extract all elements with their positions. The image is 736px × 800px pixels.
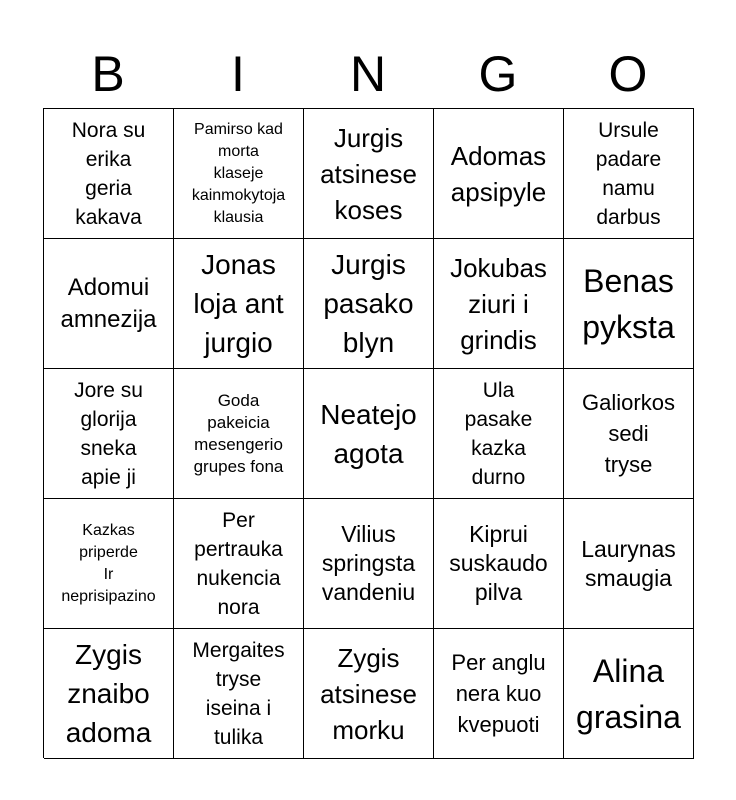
bingo-cell-r1-c1[interactable] bbox=[44, 109, 174, 239]
bingo-cell-r4-c5[interactable] bbox=[564, 499, 694, 629]
cell-text: Jurgis pasako blyn bbox=[323, 249, 414, 358]
cell-text: Galiorkos sedi tryse bbox=[582, 390, 675, 477]
bingo-cell-r5-c1[interactable] bbox=[44, 629, 174, 759]
cell-text: Jonas loja ant jurgio bbox=[193, 249, 284, 358]
cell-text: Laurynas smaugia bbox=[581, 535, 676, 591]
cell-text: Jurgis atsinese koses bbox=[320, 122, 417, 225]
cell-text: Kiprui suskaudo pilva bbox=[449, 521, 548, 605]
bingo-cell-r4-c1[interactable] bbox=[44, 499, 174, 629]
bingo-cell-r2-c2[interactable] bbox=[174, 239, 304, 369]
cell-text: Goda pakeicia mesengerio grupes fona bbox=[193, 390, 284, 476]
header-letter-o: O bbox=[608, 46, 648, 102]
bingo-cell-r5-c4[interactable] bbox=[434, 629, 564, 759]
bingo-cell-r5-c3[interactable] bbox=[304, 629, 434, 759]
bingo-cell-r2-c5[interactable] bbox=[564, 239, 694, 369]
bingo-cell-r4-c2[interactable] bbox=[174, 499, 304, 629]
cell-text: Kazkas priperde Ir neprisipazino bbox=[61, 521, 156, 605]
header-letter-n: N bbox=[349, 46, 387, 102]
cell-text: Per anglu nera kuo kvepuoti bbox=[451, 650, 546, 737]
cell-text: Per pertrauka nukencia nora bbox=[194, 508, 283, 619]
cell-text: Adomui amnezija bbox=[60, 273, 157, 333]
bingo-cell-r3-c4[interactable] bbox=[434, 369, 564, 499]
bingo-cell-r3-c2[interactable] bbox=[174, 369, 304, 499]
cell-text: Vilius springsta vandeniu bbox=[321, 521, 416, 605]
cell-text: Benas pyksta bbox=[582, 262, 675, 345]
bingo-cell-r3-c3[interactable] bbox=[304, 369, 434, 499]
bingo-cell-r1-c4[interactable] bbox=[434, 109, 564, 239]
cell-text: Zygis znaibo adoma bbox=[65, 639, 152, 748]
cell-text: Jore su glorija sneka apie ji bbox=[74, 378, 143, 489]
cell-text: Jokubas ziuri i grindis bbox=[450, 252, 547, 355]
header-letter-g: G bbox=[478, 46, 518, 102]
bingo-cell-r1-c3[interactable] bbox=[304, 109, 434, 239]
bingo-cell-r5-c2[interactable] bbox=[174, 629, 304, 759]
cell-text: Adomas apsipyle bbox=[450, 140, 547, 207]
bingo-cell-r4-c3[interactable] bbox=[304, 499, 434, 629]
cell-text: Pamirso kad morta klaseje kainmokytoja klausia bbox=[191, 120, 286, 226]
bingo-cell-r2-c3[interactable] bbox=[304, 239, 434, 369]
bingo-cell-r1-c2[interactable] bbox=[174, 109, 304, 239]
bingo-cell-r3-c1[interactable] bbox=[44, 369, 174, 499]
bingo-grid bbox=[43, 108, 694, 758]
bingo-cell-r5-c5[interactable] bbox=[564, 629, 694, 759]
cell-text: Ursule padare namu darbus bbox=[595, 118, 662, 229]
bingo-cell-r1-c5[interactable] bbox=[564, 109, 694, 239]
cell-text: Mergaites tryse iseina i tulika bbox=[192, 638, 285, 749]
header-letter-i: I bbox=[231, 46, 245, 102]
header-letter-b: B bbox=[91, 46, 125, 102]
cell-text: Nora su erika geria kakava bbox=[71, 118, 146, 229]
bingo-cell-r2-c4[interactable] bbox=[434, 239, 564, 369]
cell-text: Alina grasina bbox=[576, 652, 681, 735]
bingo-cell-r3-c5[interactable] bbox=[564, 369, 694, 499]
cell-text: Ula pasake kazka durno bbox=[464, 378, 533, 489]
bingo-cell-r4-c4[interactable] bbox=[434, 499, 564, 629]
bingo-header bbox=[43, 40, 693, 108]
cell-text: Zygis atsinese morku bbox=[320, 642, 417, 745]
bingo-cell-r2-c1[interactable] bbox=[44, 239, 174, 369]
cell-text: Neatejo agota bbox=[320, 398, 417, 469]
